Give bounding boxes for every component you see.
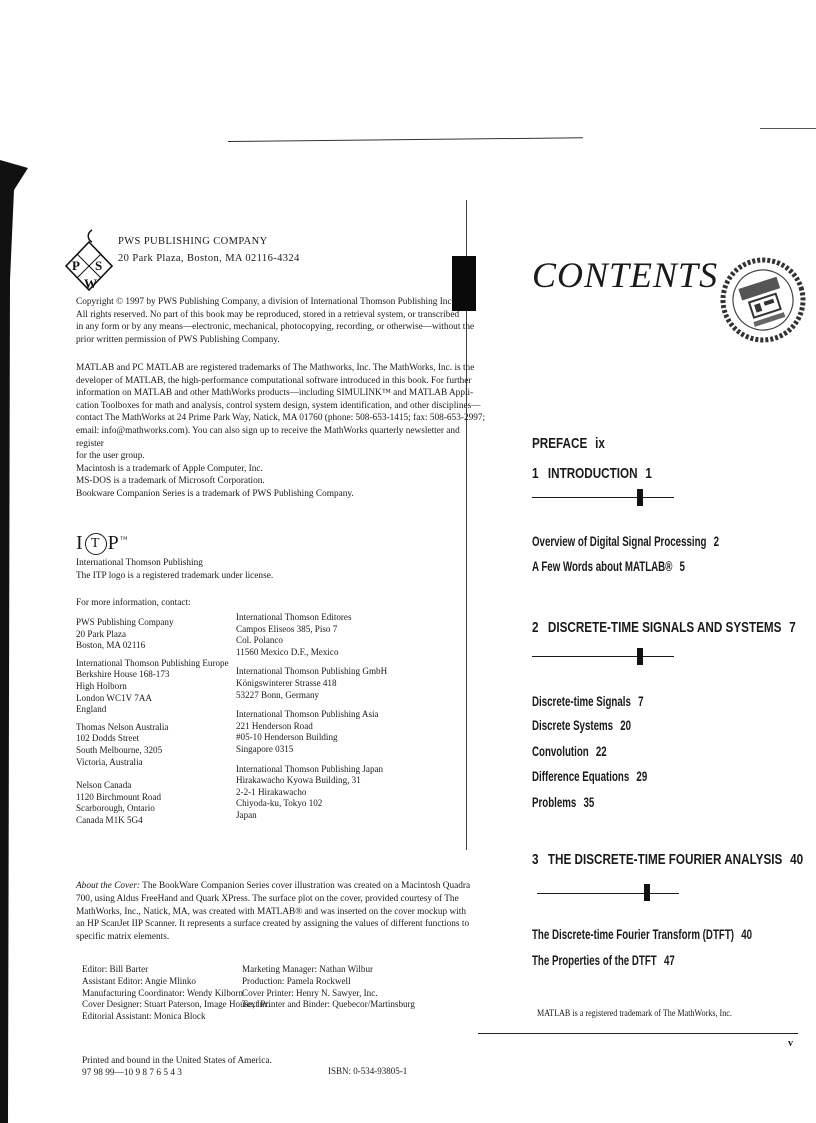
credit-line: Cover Designer: Stuart Paterson, Image House, Inc. [82, 999, 271, 1010]
toc-chapter-title: THE DISCRETE-TIME FOURIER ANALYSIS [547, 851, 783, 868]
toc-page-number: 40 [790, 851, 804, 868]
credit-line: Manufacturing Coordinator: Wendy Kilborn [82, 987, 243, 998]
chapter-rule-marker [644, 884, 650, 901]
toc-chapter-number: 2 [532, 619, 539, 636]
toc-section-title: Overview of Digital Signal Processing [532, 534, 707, 549]
library-stamp [713, 240, 813, 360]
copyright-notice [76, 296, 488, 346]
toc-section[interactable] [532, 953, 675, 968]
address-line: Nelson Canada [76, 780, 132, 791]
toc-chapter-title: DISCRETE-TIME SIGNALS AND SYSTEMS [547, 619, 782, 636]
toc-chapter-number: 3 [532, 851, 539, 868]
publisher-name: PWS PUBLISHING COMPANY [118, 236, 268, 247]
toc-page-number: 2 [713, 534, 720, 549]
address-block [76, 617, 229, 652]
address-line: High Holborn [76, 680, 127, 691]
toc-chapter-title: INTRODUCTION [547, 465, 638, 482]
copyright-line: in any form or by any means—electronic, mechanical, photocopying, recording, or otherwise—without the [76, 322, 475, 333]
toc-section[interactable] [532, 795, 594, 810]
address-block [236, 666, 387, 701]
about-cover-line: specific matrix elements. [76, 932, 170, 943]
logo-letter: W [84, 276, 97, 291]
publisher-address: 20 Park Plaza, Boston, MA 02116-4324 [118, 253, 300, 264]
copyright-line: prior written permission of PWS Publishing Company. [76, 334, 280, 345]
toc-section-title: Convolution [532, 744, 589, 759]
toc-section-title: A Few Words about MATLAB® [532, 559, 673, 574]
toc-section-title: Problems [532, 795, 577, 810]
address-line: London WC1V 7AA [76, 692, 152, 703]
logo-letter: P [72, 258, 80, 273]
address-line: International Thomson Publishing Asia [236, 709, 379, 720]
scan-artifact-line [760, 128, 816, 129]
address-line: 1120 Birchmount Road [76, 791, 162, 802]
trademark-line: for the user group. [76, 451, 145, 462]
trademark-line: contact The MathWorks at 24 Prime Park Way, Natick, MA 01760 (phone: 508-653-1415; fax: 508-653-2997; [76, 413, 486, 424]
toc-section[interactable] [532, 744, 607, 759]
credit-line: Assistant Editor: Angie Mlinko [82, 975, 196, 986]
about-cover-line: 700, using Aldus FreeHand and Quark XPress. The surface plot on the cover, provided courtesy of The [76, 893, 459, 904]
printing-info [82, 1055, 272, 1079]
copyright-line: All rights reserved. No part of this book may be reproduced, stored in a retrieval system, or transcribed [76, 309, 460, 320]
about-the-cover [76, 880, 488, 944]
itp-logo-letter: T [85, 533, 107, 555]
address-block [76, 658, 229, 716]
toc-page-number: 22 [595, 744, 607, 759]
address-line: Königswinterer Strasse 418 [236, 677, 337, 688]
about-cover-line: The BookWare Companion Series cover illustration was created on a Macintosh Quadra [140, 881, 471, 891]
toc-section[interactable] [532, 927, 752, 942]
toc-chapter-3[interactable] [532, 851, 803, 868]
addresses-right [236, 612, 387, 828]
contents-title: CONTENTS [532, 255, 719, 295]
address-line: Hirakawacho Kyowa Building, 31 [236, 775, 361, 786]
address-line: PWS Publishing Company [76, 617, 174, 627]
toc-section[interactable] [532, 718, 631, 733]
toc-chapter-2[interactable] [532, 619, 796, 636]
chapter-rule-marker [637, 648, 643, 665]
address-line: 20 Park Plaza [76, 628, 127, 639]
trademark-line: MATLAB and PC MATLAB are registered trademarks of The Mathworks, Inc. The MathWorks, Inc. is the [76, 363, 475, 373]
address-line: #05-10 Henderson Building [236, 732, 338, 743]
logo-letter: S [95, 258, 103, 273]
address-line: International Thomson Editores [236, 612, 352, 622]
address-line: 2-2-1 Hirakawacho [236, 786, 307, 797]
toc-preface[interactable] [532, 435, 605, 452]
address-line: Scarborough, Ontario [76, 803, 155, 814]
address-line: Boston, MA 02116 [76, 640, 146, 651]
addresses-left [76, 617, 229, 833]
credit-line: Cover Printer: Henry N. Sawyer, Inc. [242, 987, 378, 998]
toc-section-title: The Properties of the DTFT [532, 953, 657, 968]
itp-logo [76, 532, 129, 555]
address-block [76, 780, 229, 826]
address-line: Victoria, Australia [76, 756, 143, 767]
trademark-notice [76, 362, 488, 501]
itp-line: The ITP logo is a registered trademark under license. [76, 570, 274, 581]
toc-page-number: 1 [645, 465, 652, 482]
address-line: 11560 Mexico D.F., Mexico [236, 646, 339, 657]
about-cover-label: About the Cover: [76, 881, 141, 891]
address-line: Singapore 0315 [236, 743, 294, 754]
toc-page-number: 29 [636, 769, 648, 784]
credit-line: Marketing Manager: Nathan Wilbur [242, 964, 374, 974]
toc-page-number: 47 [663, 953, 675, 968]
toc-page-number: 40 [741, 927, 753, 942]
chapter-rule [532, 656, 674, 657]
toc-preface-label: PREFACE [532, 435, 588, 452]
address-line: Col. Polanco [236, 635, 283, 646]
toc-chapter-number: 1 [532, 465, 539, 482]
toc-section[interactable] [532, 694, 643, 709]
credit-line: Text Printer and Binder: Quebecor/Martinsburg [242, 999, 415, 1010]
isbn: ISBN: 0-534-93805-1 [328, 1066, 408, 1076]
trademark-line: cation Toolboxes for math and analysis, control system design, system identification, and other disciplines— [76, 400, 481, 411]
address-line: 53227 Bonn, Germany [236, 689, 320, 700]
scan-artifact-line [228, 137, 583, 142]
address-block [236, 612, 387, 658]
trademark-line: email: info@mathworks.com). You can also sign up to receive the MathWorks quarterly newsletter and register [76, 425, 460, 449]
page-number: v [788, 1038, 793, 1049]
address-line: England [76, 704, 107, 715]
printed-line: 97 98 99—10 9 8 7 6 5 4 3 [82, 1068, 182, 1078]
chapter-rule [532, 497, 674, 498]
toc-section-title: Difference Equations [532, 769, 630, 784]
address-line: Canada M1K 5G4 [76, 814, 143, 825]
toc-section[interactable] [532, 534, 719, 549]
address-line: International Thomson Publishing GmbH [236, 666, 388, 677]
toc-section-title: Discrete Systems [532, 718, 614, 733]
toc-section-title: Discrete-time Signals [532, 694, 631, 709]
toc-page-number: 35 [583, 795, 595, 810]
address-line: Thomas Nelson Australia [76, 721, 169, 732]
about-cover-line: MathWorks, Inc., Natick, MA, was created with MATLAB® and was inserted on the cover mockup with [76, 906, 466, 917]
address-line: International Thomson Publishing Europe [76, 657, 229, 668]
copyright-line: Copyright © 1997 by PWS Publishing Company, a division of International Thomson Publishing Inc. [76, 297, 454, 307]
toc-page-number: 5 [679, 559, 685, 574]
address-line: 102 Dodds Street [76, 733, 140, 744]
trademark-line: MS-DOS is a trademark of Microsoft Corporation. [76, 476, 265, 487]
toc-chapter-1[interactable] [532, 465, 652, 482]
trademark-line: developer of MATLAB, the high-performance computational software introduced in this book. For further [76, 375, 472, 386]
printed-line: Printed and bound in the United States of America. [82, 1056, 272, 1066]
address-line: 221 Henderson Road [236, 720, 313, 731]
toc-page-number: 7 [789, 619, 796, 636]
toc-section[interactable] [532, 559, 685, 574]
address-line: Japan [236, 809, 257, 820]
chapter-rule [537, 893, 679, 894]
page-edge-shadow [0, 160, 30, 1123]
address-line: Campos Eliseos 385, Piso 7 [236, 623, 338, 634]
address-line: Berkshire House 168-173 [76, 669, 170, 680]
trademark-line: Macintosh is a trademark of Apple Computer, Inc. [76, 463, 263, 474]
itp-line: International Thomson Publishing [76, 558, 203, 568]
toc-page-number: ix [595, 435, 605, 452]
address-block [236, 764, 387, 822]
about-cover-line: an HP ScanJet IIP Scanner. It represents a surface created by assigning the values of different functions to [76, 919, 470, 930]
itp-logo-letter: P [107, 532, 120, 554]
itp-notice [76, 557, 488, 582]
address-block [76, 722, 229, 768]
itp-logo-tm: ™ [119, 534, 129, 544]
more-info-label: For more information, contact: [76, 598, 191, 608]
footnote: MATLAB is a registered trademark of The MathWorks, Inc. [537, 1008, 732, 1018]
footer-rule [478, 1033, 798, 1034]
credits-right [242, 964, 415, 1011]
address-line: Chiyoda-ku, Tokyo 102 [236, 798, 323, 809]
credit-line: Editor: Bill Barter [82, 964, 149, 974]
itp-logo-letter: I [76, 532, 84, 554]
toc-page-number: 7 [638, 694, 644, 709]
address-line: International Thomson Publishing Japan [236, 763, 384, 774]
trademark-line: information on MATLAB and other MathWorks products—including SIMULINK™ and MATLAB Appli- [76, 388, 474, 399]
toc-page-number: 20 [620, 718, 632, 733]
address-line: South Melbourne, 3205 [76, 744, 163, 755]
credit-line: Production: Pamela Rockwell [242, 975, 351, 986]
toc-section[interactable] [532, 769, 647, 784]
toc-section-title: The Discrete-time Fourier Transform (DTFT) [532, 927, 734, 942]
address-block [236, 709, 387, 755]
publisher-logo [62, 228, 116, 298]
chapter-rule-marker [637, 489, 643, 506]
credit-line: Editorial Assistant: Monica Block [82, 1011, 206, 1022]
trademark-line: Bookware Companion Series is a trademark of PWS Publishing Company. [76, 488, 354, 499]
